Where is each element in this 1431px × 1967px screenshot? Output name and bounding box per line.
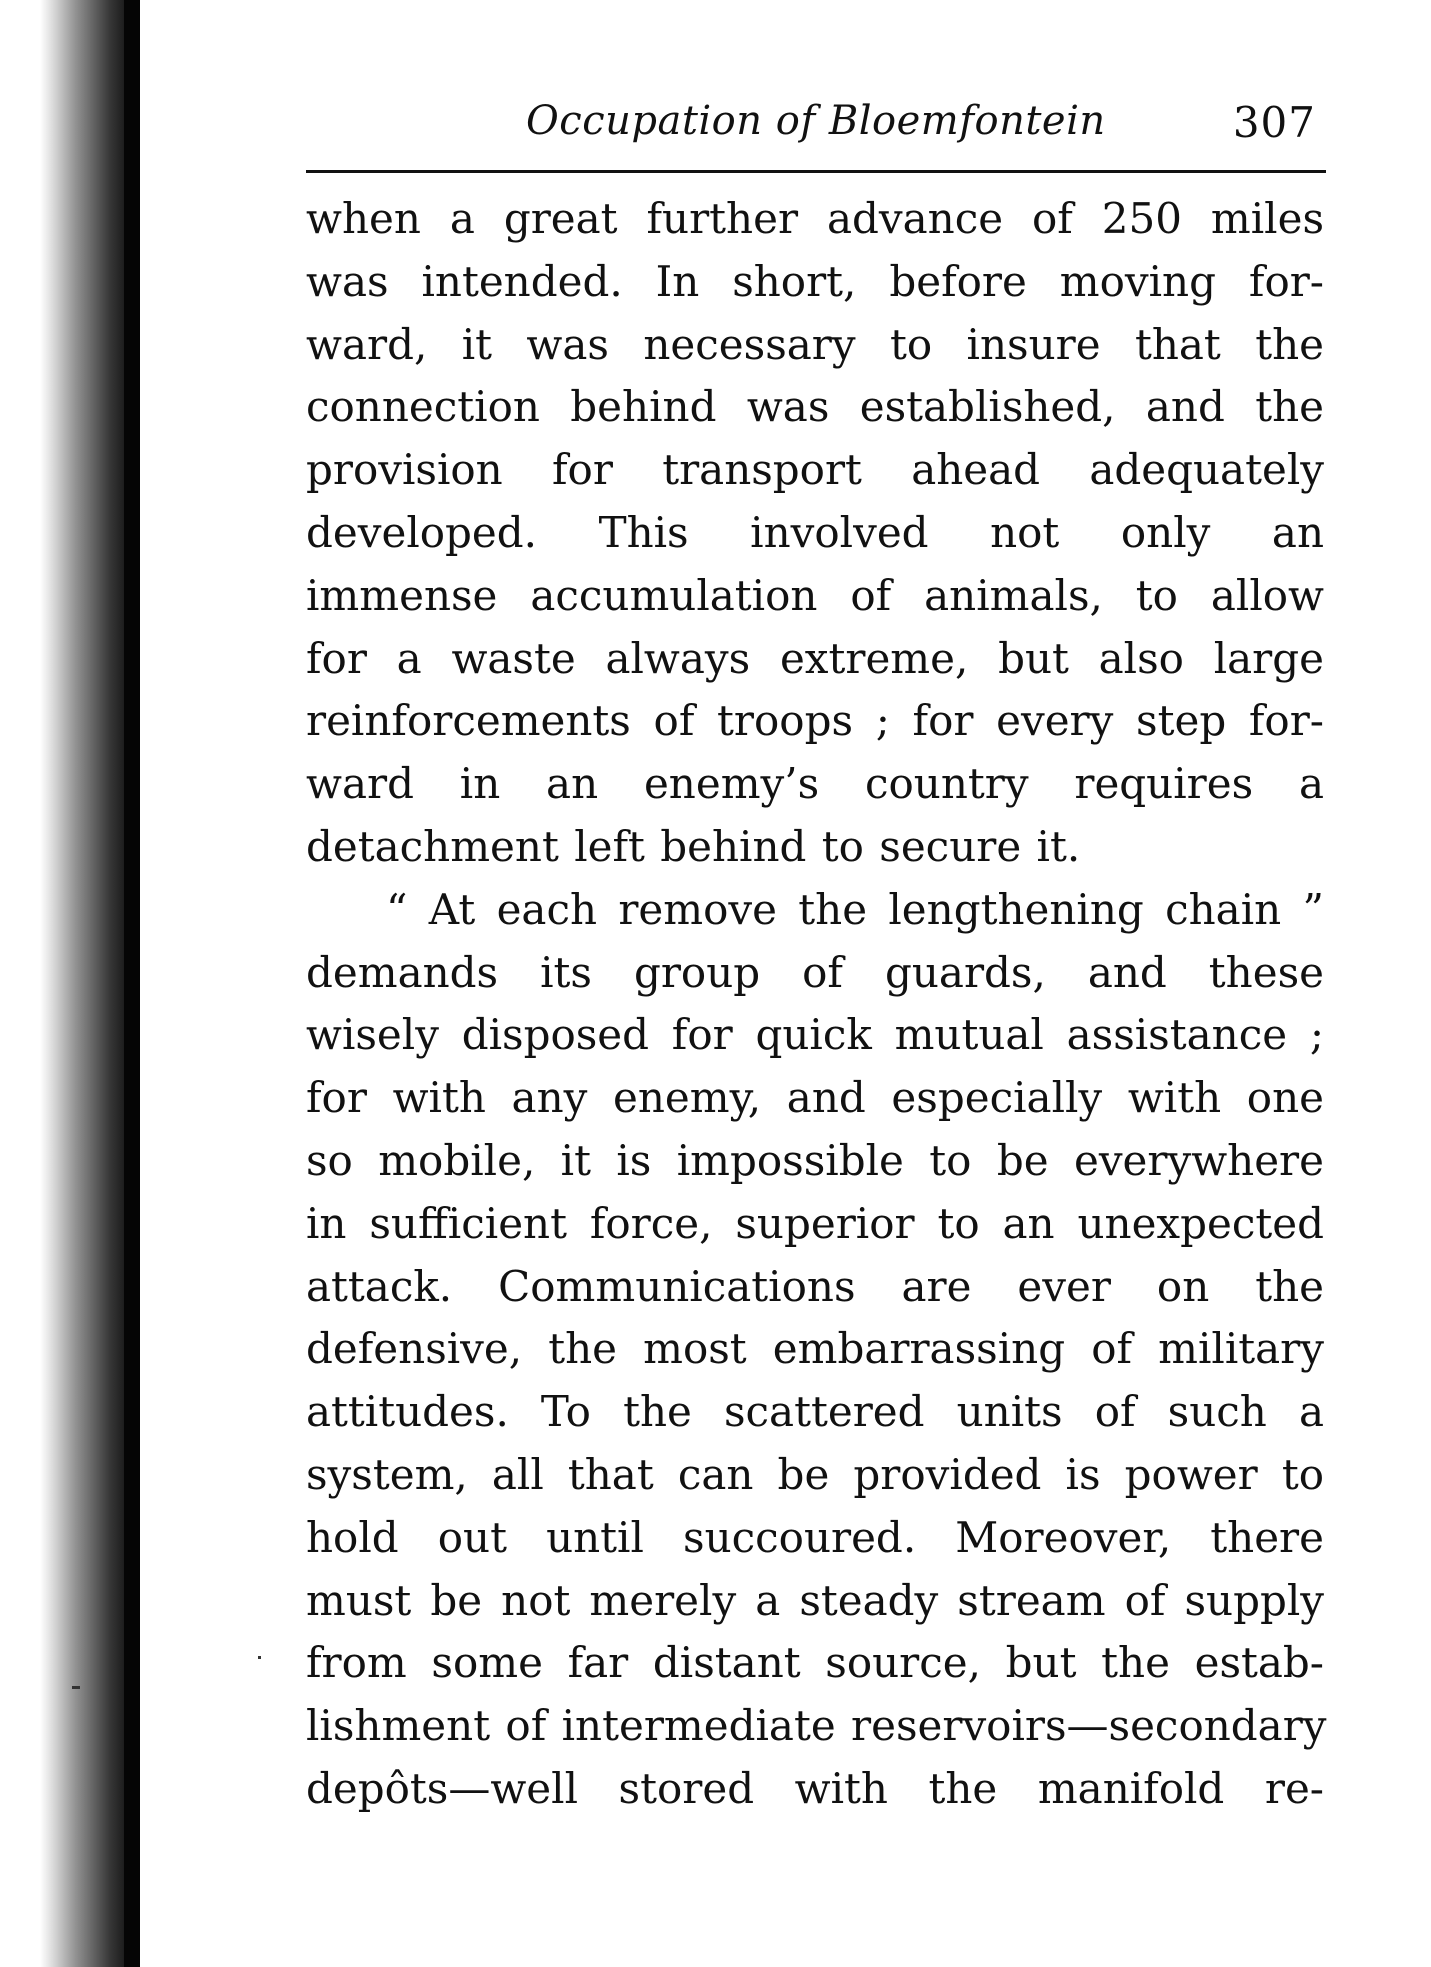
text-line: must be not merely a steady stream of supply [306,1575,1324,1625]
text-line: was intended. In short, before moving for- [306,256,1324,306]
text-line: so mobile, it is impossible to be everywhere [306,1135,1324,1185]
scan-speck [258,1656,261,1659]
text-line: defensive, the most embarrassing of military [306,1324,1324,1374]
text-line: hold out until succoured. Moreover, there [306,1512,1324,1562]
text-line: for a waste always extreme, but also large [306,633,1324,683]
text-line: attitudes. To the scattered units of such a [306,1387,1324,1437]
paragraph-1 [306,188,1324,879]
text-line: lishment of intermediate reservoirs—secondary [306,1701,1327,1751]
text-line: in sufficient force, superior to an unexpected [306,1198,1324,1248]
text-line: connection behind was established, and the [306,382,1324,432]
text-line: reinforcements of troops ; for every step for- [306,696,1324,746]
text-line: demands its group of guards, and these [306,947,1324,997]
text-line: ward in an enemy’s country requires a [306,759,1324,809]
text-line: developed. This involved not only an [306,507,1324,557]
paragraph-2 [306,879,1327,1821]
text-line: immense accumulation of animals, to allow [306,570,1324,620]
running-title: Occupation of Bloemfontein [526,98,1106,144]
text-line: from some far distant source, but the estab- [306,1638,1324,1688]
header-rule [306,170,1326,173]
page-header [306,90,1326,160]
scan-speck [72,1686,80,1689]
text-line: for with any enemy, and especially with one [306,1073,1324,1123]
text-line: ward, it was necessary to insure that the [306,319,1324,369]
text-line: provision for transport ahead adequately [306,445,1324,495]
text-line: detachment left behind to secure it. [306,821,1081,871]
text-line: when a great further advance of 250 miles [306,194,1324,243]
page-number: 307 [1232,98,1316,147]
text-line: wisely disposed for quick mutual assistance ; [306,1010,1324,1060]
page-binding-edge [124,0,140,1967]
text-line: depôts—well stored with the manifold re- [306,1763,1324,1813]
page-body [306,188,1327,1821]
text-line: “ At each remove the lengthening chain ” [386,884,1324,934]
text-line: attack. Communications are ever on the [306,1261,1324,1311]
text-line: system, all that can be provided is power to [306,1449,1324,1499]
